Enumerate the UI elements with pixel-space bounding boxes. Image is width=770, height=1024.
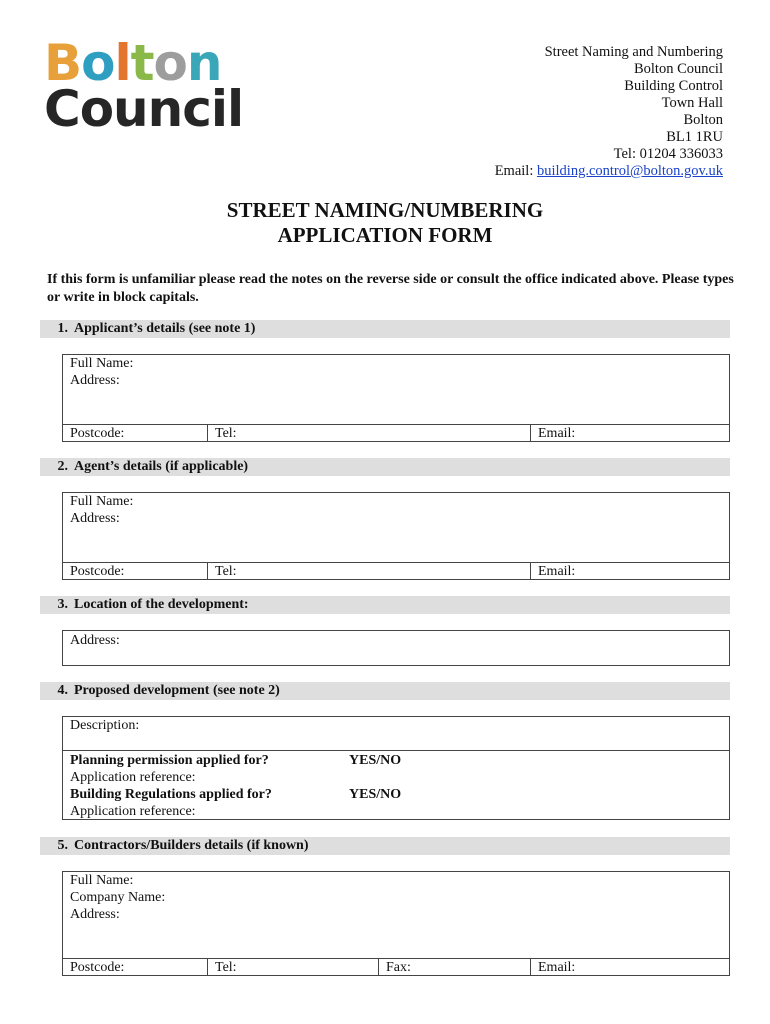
address-line: Bolton Council <box>633 61 723 77</box>
address-line: Town Hall <box>661 95 723 111</box>
section-header-contractors <box>40 837 730 855</box>
postcode-field[interactable]: Postcode: <box>70 960 125 975</box>
section-number: 4. <box>57 683 68 698</box>
address-line: BL1 1RU <box>666 129 723 145</box>
section-title: Agent’s details (if applicable) <box>74 459 249 474</box>
building-regs-yes-no[interactable]: YES/NO <box>349 787 402 802</box>
company-name-field[interactable]: Company Name: <box>70 890 166 905</box>
section-title: Contractors/Builders details (if known) <box>74 838 309 853</box>
full-name-field[interactable]: Full Name: <box>70 356 134 371</box>
logo-letter: B <box>44 34 82 92</box>
section-title: Location of the development: <box>74 597 249 612</box>
agent-details-box <box>62 492 730 580</box>
email-link[interactable]: building.control@bolton.gov.uk <box>536 163 723 179</box>
applicant-details-box <box>62 354 730 442</box>
address-line: Street Naming and Numbering <box>544 44 723 60</box>
address-field[interactable]: Address: <box>70 907 120 922</box>
building-application-reference-field[interactable]: Application reference: <box>70 804 196 819</box>
section-header-applicant <box>40 320 730 338</box>
address-line: Building Control <box>624 78 723 94</box>
postcode-field[interactable]: Postcode: <box>70 426 125 441</box>
section-number: 3. <box>57 597 68 612</box>
planning-permission-row <box>63 752 729 769</box>
address-field[interactable]: Address: <box>70 511 120 526</box>
address-field[interactable]: Address: <box>70 373 120 388</box>
tel-field[interactable]: Tel: <box>207 959 378 976</box>
section-header-location <box>40 596 730 614</box>
section-header-agent <box>40 458 730 476</box>
planning-permission-label: Planning permission applied for? <box>70 753 269 768</box>
planning-application-reference-field[interactable]: Application reference: <box>70 770 196 785</box>
proposed-development-box <box>62 716 730 820</box>
logo-letter: l <box>114 34 131 92</box>
section-number: 1. <box>57 321 68 336</box>
email-label: Email: <box>494 163 537 179</box>
location-box <box>62 630 730 666</box>
tel-field[interactable]: Tel: <box>207 425 530 442</box>
fax-field[interactable]: Fax: <box>378 959 530 976</box>
logo-word-council: Council <box>44 80 244 138</box>
logo-letter: n <box>186 34 222 92</box>
email-field[interactable]: Email: <box>530 425 729 442</box>
bolton-council-logo <box>44 34 264 138</box>
contact-row <box>63 424 729 442</box>
form-title <box>0 198 770 248</box>
logo-letter: o <box>153 34 187 92</box>
address-line: Tel: 01204 336033 <box>613 146 723 162</box>
address-line: Bolton <box>683 112 723 128</box>
divider <box>63 750 729 751</box>
section-title: Proposed development (see note 2) <box>74 683 280 698</box>
section-number: 5. <box>57 838 68 853</box>
section-number: 2. <box>57 459 68 474</box>
description-field[interactable]: Description: <box>70 718 140 733</box>
email-field[interactable]: Email: <box>530 959 729 976</box>
address-field[interactable]: Address: <box>70 633 120 648</box>
form-title-line2: APPLICATION FORM <box>277 223 493 247</box>
planning-yes-no[interactable]: YES/NO <box>349 753 402 768</box>
full-name-field[interactable]: Full Name: <box>70 494 134 509</box>
contact-row <box>63 562 729 580</box>
form-title-line1: STREET NAMING/NUMBERING <box>226 198 544 222</box>
section-header-proposed-development <box>40 682 730 700</box>
contractors-details-box <box>62 871 730 976</box>
address-email-line <box>495 163 723 180</box>
logo-letter: o <box>81 34 115 92</box>
building-regulations-row <box>63 786 729 803</box>
building-regulations-label: Building Regulations applied for? <box>70 787 272 802</box>
permissions-block <box>63 752 729 820</box>
postcode-field[interactable]: Postcode: <box>70 564 125 579</box>
office-address <box>495 44 723 180</box>
intro-text: If this form is unfamiliar please read the notes on the reverse side or consult the office indicated above. Please types or write in block capitals. <box>47 272 734 305</box>
full-name-field[interactable]: Full Name: <box>70 873 134 888</box>
contact-row <box>63 958 729 976</box>
logo-letter: t <box>130 34 154 92</box>
tel-field[interactable]: Tel: <box>207 563 530 580</box>
email-field[interactable]: Email: <box>530 563 729 580</box>
section-title: Applicant’s details (see note 1) <box>74 321 256 336</box>
